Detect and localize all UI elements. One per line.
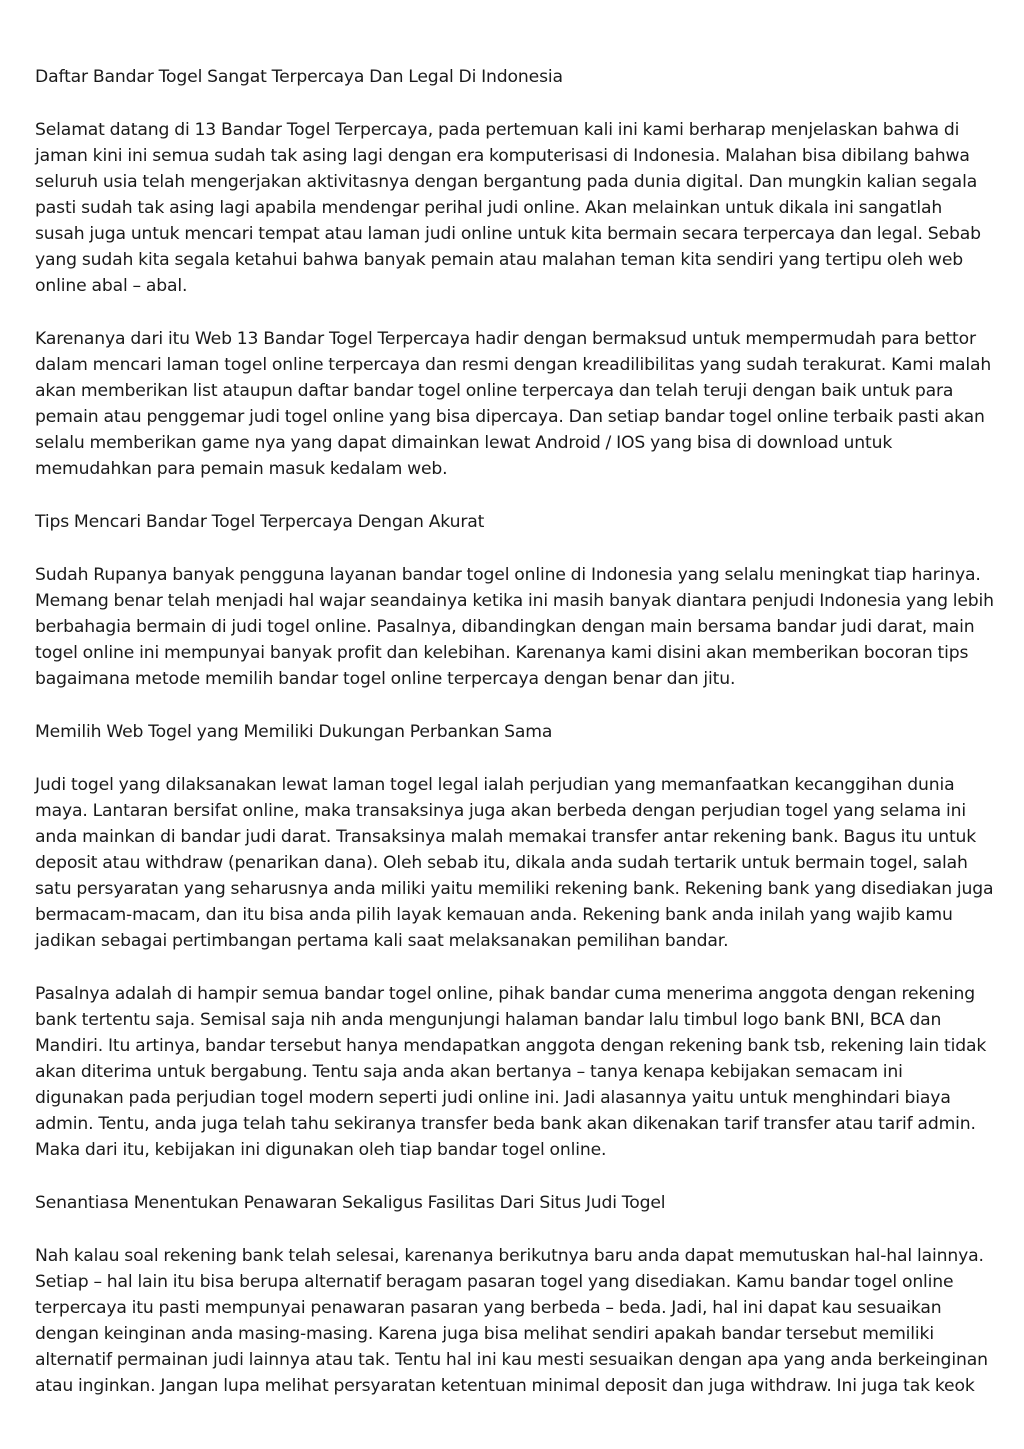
paragraph-banking-2: Pasalnya adalah di hampir semua bandar togel online, pihak bandar cuma menerima anggota dengan rekening bank tertentu saja. Semisal saja nih anda mengunjungi halaman bandar lalu timbul logo bank BNI, BCA dan Mandiri. Itu artinya, bandar tersebut hanya mendapatkan anggota dengan rekening bank tsb, rekening lain tidak akan diterima untuk bergabung. Tentu saja anda akan bertanya – tanya kenapa kebijakan semacam ini digunakan pada perjudian togel modern seperti judi online ini. Jadi alasannya yaitu untuk menghindari biaya admin. Tentu, anda juga telah tahu sekiranya transfer beda bank akan dikenakan tarif transfer atau tarif admin. Maka dari itu, kebijakan ini digunakan oleh tiap bandar togel online. xyxy=(35,984,987,1160)
document-page xyxy=(35,64,995,1426)
document-title: Daftar Bandar Togel Sangat Terpercaya Dan Legal Di Indonesia xyxy=(35,67,563,87)
paragraph-tips: Sudah Rupanya banyak pengguna layanan bandar togel online di Indonesia yang selalu meningkat tiap harinya. Memang benar telah menjadi hal wajar seandainya ketika ini masih banyak diantara penjudi Indonesia yang lebih berbahagia bermain di judi togel online. Pasalnya, dibandingkan dengan main bersama bandar judi darat, main togel online ini mempunyai banyak profit dan kelebihan. Karenanya kami disini akan memberikan bocoran tips bagaimana metode memilih bandar togel online terpercaya dengan benar dan jitu. xyxy=(35,565,994,689)
paragraph-offers: Nah kalau soal rekening bank telah selesai, karenanya berikutnya baru anda dapat memutuskan hal-hal lainnya. Setiap – hal lain itu bisa berupa alternatif beragam pasaran togel yang disediakan. Kamu bandar togel online terpercaya itu pasti mempunyai penawaran pasaran yang berbeda – beda. Jadi, hal ini dapat kau sesuaikan dengan keinginan anda masing-masing. Karena juga bisa melihat sendiri apakah bandar tersebut memiliki alternatif permainan judi lainnya atau tak. Tentu hal ini kau mesti sesuaikan dengan apa yang anda berkeinginan atau inginkan. Jangan lupa melihat persyaratan ketentuan minimal deposit dan juga withdraw. Ini juga tak keok xyxy=(35,1246,988,1396)
section-heading-banking: Memilih Web Togel yang Memiliki Dukungan Perbankan Sama xyxy=(35,722,553,742)
section-heading-offers: Senantiasa Menentukan Penawaran Sekaligus Fasilitas Dari Situs Judi Togel xyxy=(35,1193,666,1213)
paragraph-banking-1: Judi togel yang dilaksanakan lewat laman togel legal ialah perjudian yang memanfaatkan kecanggihan dunia maya. Lantaran bersifat online, maka transaksinya juga akan berbeda dengan perjudian togel yang selama ini anda mainkan di bandar judi darat. Transaksinya malah memakai transfer antar rekening bank. Bagus itu untuk deposit atau withdraw (penarikan dana). Oleh sebab itu, dikala anda sudah tertarik untuk bermain togel, salah satu persyaratan yang seharusnya anda miliki yaitu memiliki rekening bank. Rekening bank yang disediakan juga bermacam-macam, dan itu bisa anda pilih layak kemauan anda. Rekening bank anda inilah yang wajib kamu jadikan sebagai pertimbangan pertama kali saat melaksanakan pemilihan bandar. xyxy=(35,775,994,951)
paragraph-intro: Selamat datang di 13 Bandar Togel Terpercaya, pada pertemuan kali ini kami berharap menjelaskan bahwa di jaman kini ini semua sudah tak asing lagi dengan era komputerisasi di Indonesia. Malahan bisa dibilang bahwa seluruh usia telah mengerjakan aktivitasnya dengan bergantung pada dunia digital. Dan mungkin kalian segala pasti sudah tak asing lagi apabila mendengar perihal judi online. Akan melainkan untuk dikala ini sangatlah susah juga untuk mencari tempat atau laman judi online untuk kita bermain secara terpercaya dan legal. Sebab yang sudah kita segala ketahui bahwa banyak pemain atau malahan teman kita sendiri yang tertipu oleh web online abal – abal. xyxy=(35,120,981,296)
section-heading-tips: Tips Mencari Bandar Togel Terpercaya Dengan Akurat xyxy=(35,512,485,532)
paragraph-web-introduction: Karenanya dari itu Web 13 Bandar Togel Terpercaya hadir dengan bermaksud untuk mempermudah para bettor dalam mencari laman togel online terpercaya dan resmi dengan kreadilibilitas yang sudah terakurat. Kami malah akan memberikan list ataupun daftar bandar togel online terpercaya dan telah teruji dengan baik untuk para pemain atau penggemar judi togel online yang bisa dipercaya. Dan setiap bandar togel online terbaik pasti akan selalu memberikan game nya yang dapat dimainkan lewat Android / IOS yang bisa di download untuk memudahkan para pemain masuk kedalam web. xyxy=(35,329,992,479)
